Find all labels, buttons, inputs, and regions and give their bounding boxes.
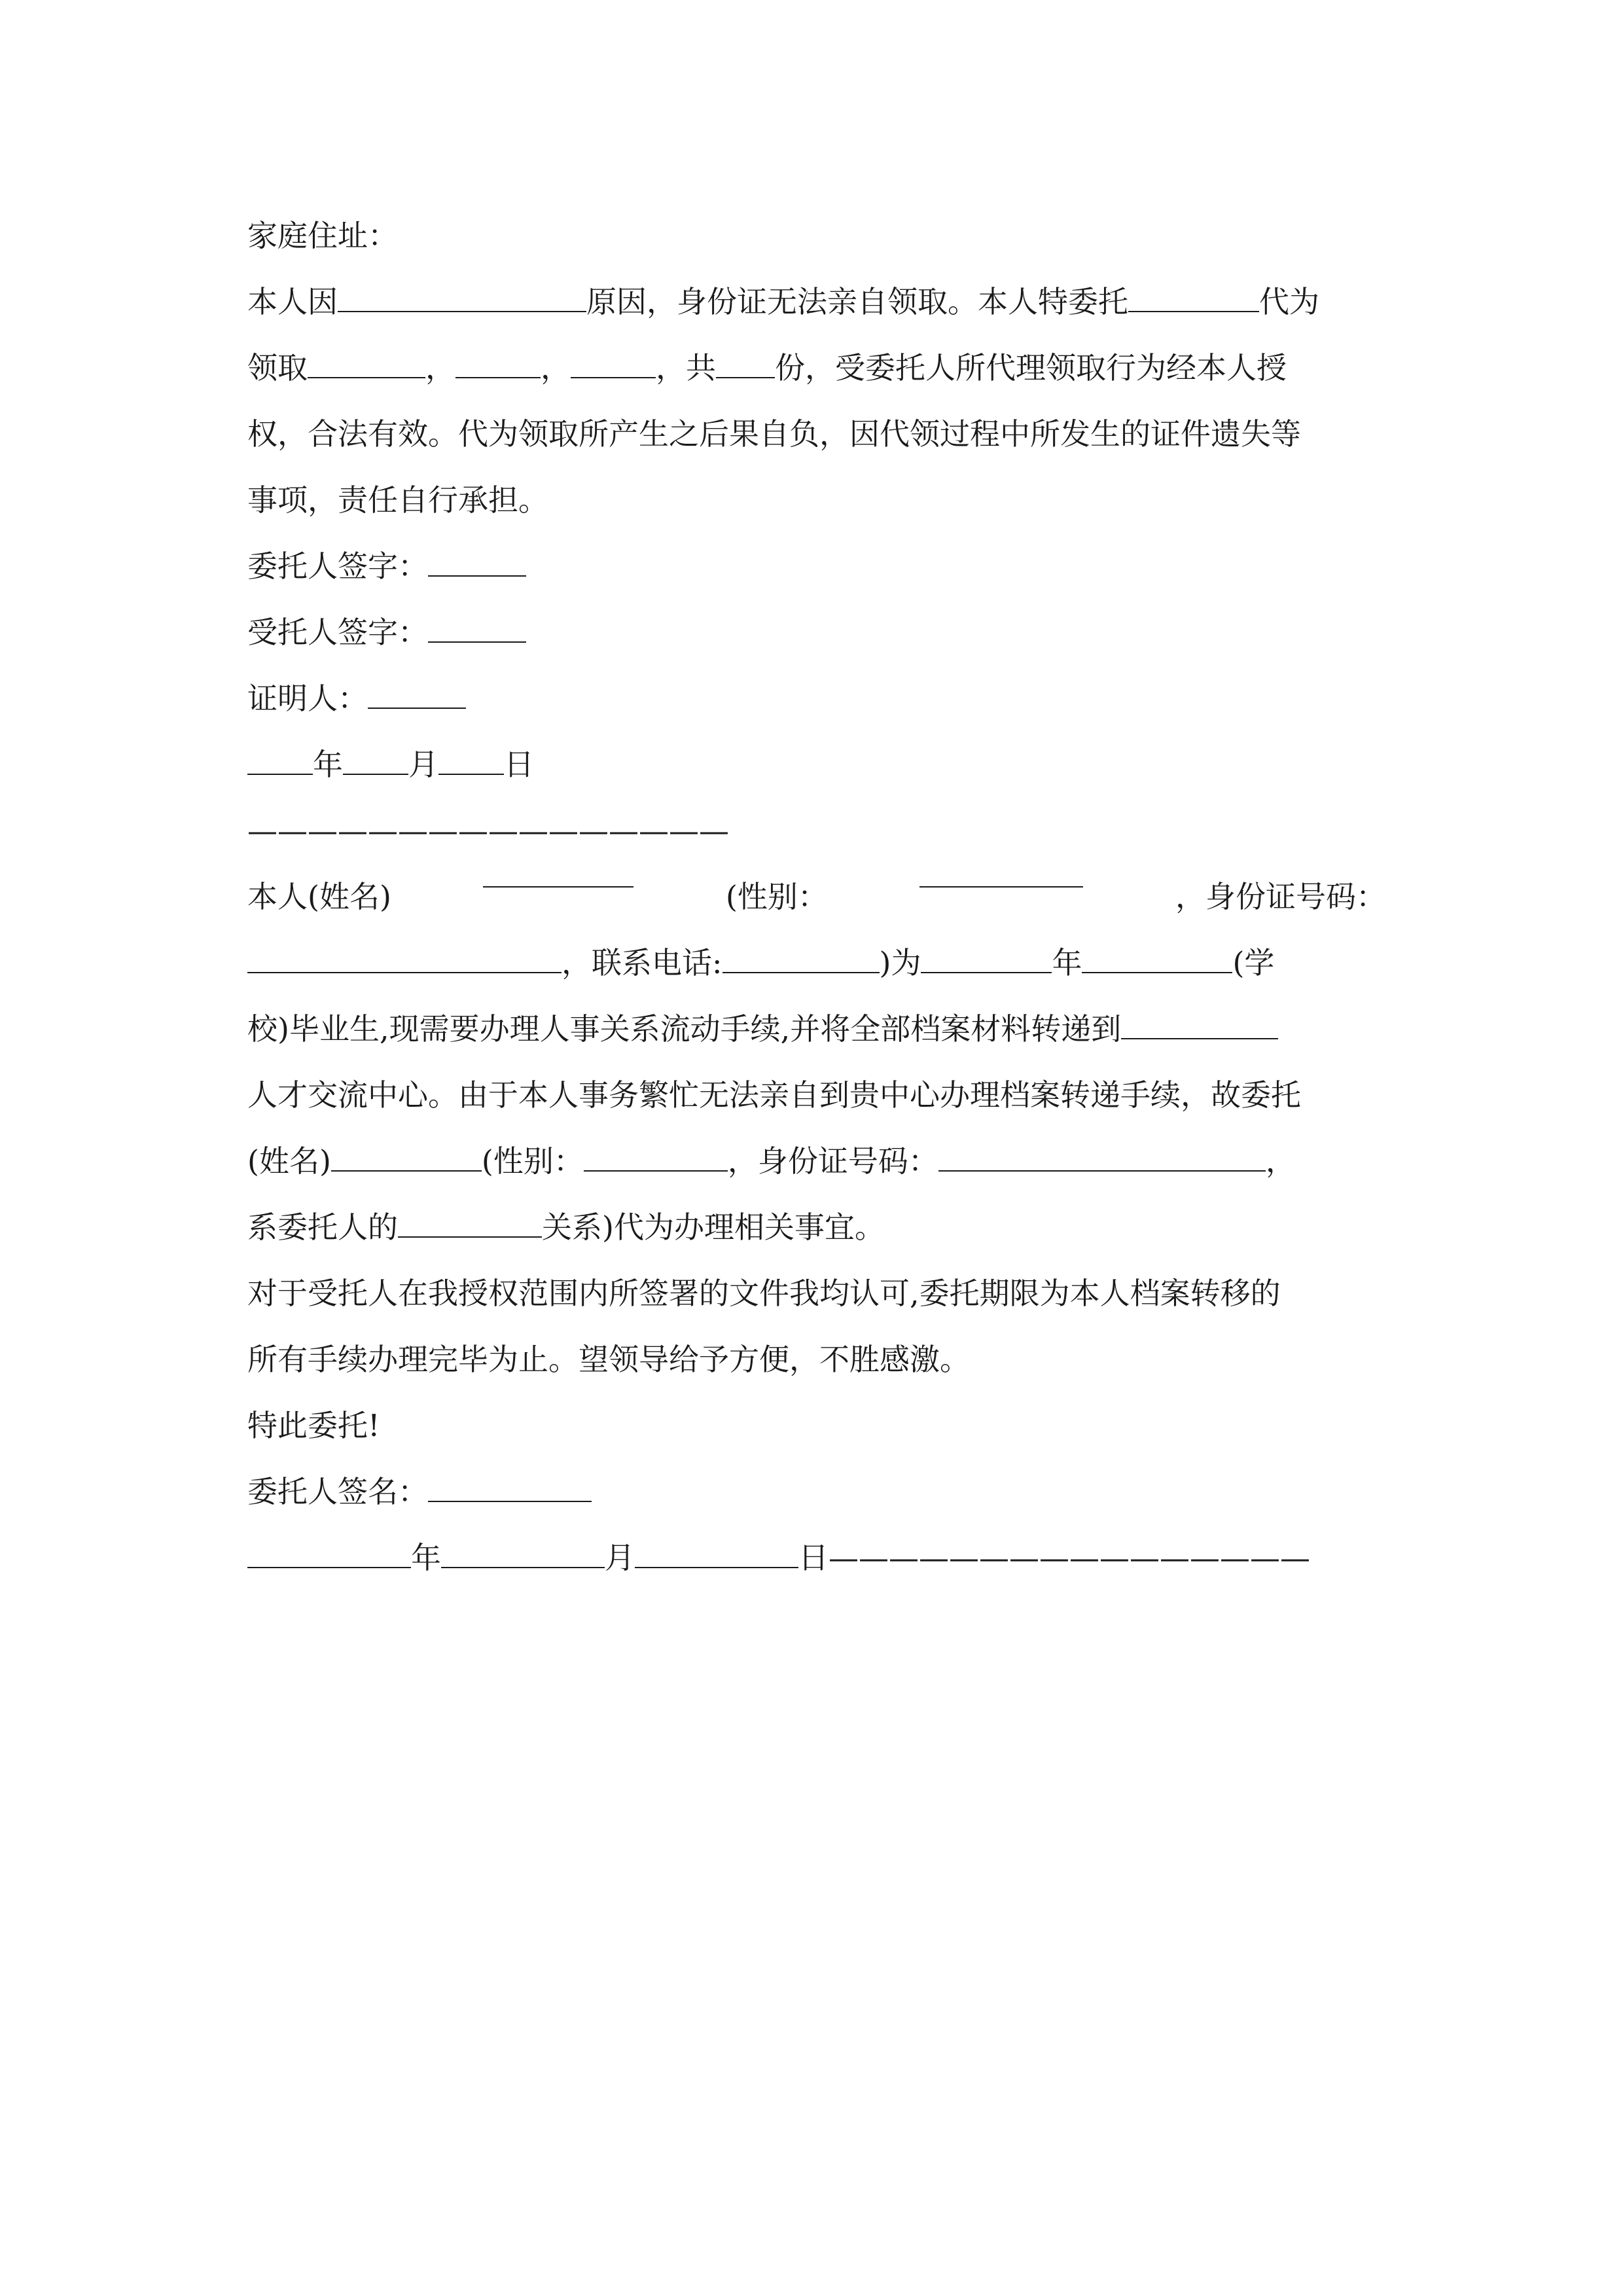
blank-field[interactable] [1082, 950, 1232, 973]
text: 原因，身份证无法亲自领取。本人特委托 [586, 284, 1128, 319]
blank-field[interactable] [247, 950, 562, 973]
blank-field[interactable] [247, 751, 313, 775]
paragraph-line [247, 335, 1386, 401]
text: 年 [1052, 945, 1082, 980]
blank-field[interactable] [938, 1148, 1266, 1172]
signature-line [247, 533, 1386, 600]
blank-field[interactable] [919, 864, 1083, 888]
text: (性别： [725, 879, 828, 914]
text: 本人(姓名) [247, 879, 391, 914]
blank-field[interactable] [331, 1148, 482, 1172]
text: 权，合法有效。代为领取所产生之后果自负，因代领过程中所发生的证件遗失等 [247, 416, 1301, 452]
paragraph-line [247, 1194, 1386, 1261]
blank-field[interactable] [343, 751, 408, 775]
blank-field[interactable] [308, 355, 425, 378]
paragraph-line [247, 401, 1386, 467]
text: 人才交流中心。由于本人事务繁忙无法亲自到贵中心办理档案转递手续，故委托 [247, 1077, 1301, 1113]
text: ，身份证号码： [727, 1143, 938, 1179]
blank-field[interactable] [441, 1545, 605, 1568]
text: 系委托人的 [247, 1210, 398, 1245]
paragraph-line [247, 1128, 1386, 1194]
text: 证明人： [247, 681, 368, 716]
signature-line [247, 1459, 1386, 1525]
blank-field[interactable] [1128, 289, 1259, 312]
paragraph-line [247, 996, 1386, 1062]
text: ， [541, 350, 571, 386]
date-line [247, 1525, 1386, 1591]
text: (学 [1232, 945, 1275, 980]
blank-field[interactable] [921, 950, 1052, 973]
paragraph-line [247, 930, 1386, 996]
text: 委托人签字： [247, 548, 428, 584]
blank-field[interactable] [455, 355, 541, 378]
text: ———————————————— [247, 813, 729, 848]
text: 年 [313, 747, 343, 782]
blank-field[interactable] [722, 950, 880, 973]
blank-field[interactable] [428, 619, 526, 643]
signature-line [247, 666, 1386, 732]
signature-line [247, 600, 1386, 666]
blank-field[interactable] [428, 553, 526, 577]
text: 年 [411, 1540, 441, 1575]
blank-field[interactable] [338, 289, 586, 312]
text: 家庭住址： [247, 218, 398, 253]
text: 月 [408, 747, 438, 782]
text: 委托人签名： [247, 1474, 428, 1509]
paragraph-line [247, 1261, 1386, 1327]
blank-field[interactable] [438, 751, 504, 775]
text: ， [1265, 1143, 1296, 1179]
blank-field[interactable] [571, 355, 656, 378]
text: ，联系电话: [562, 945, 722, 980]
text: ，身份证号码： [1175, 879, 1386, 914]
text: ，共 [656, 350, 716, 386]
text: 份，受委托人所代理领取行为经本人授 [775, 350, 1287, 386]
blank-field[interactable] [584, 1148, 728, 1172]
text: (姓名) [247, 1143, 331, 1179]
paragraph-line [247, 864, 1386, 930]
text: 受托人签字： [247, 615, 428, 650]
text: 代为 [1259, 284, 1319, 319]
text: 校)毕业生,现需要办理人事关系流动手续,并将全部档案材料转递到 [247, 1011, 1122, 1047]
blank-field[interactable] [483, 864, 633, 888]
paragraph-line [247, 1062, 1386, 1128]
text: 本人因 [247, 284, 338, 319]
text: 关系)代为办理相关事宜。 [542, 1210, 885, 1245]
blank-field[interactable] [428, 1479, 592, 1502]
paragraph-line [247, 269, 1386, 335]
text: 事项，责任自行承担。 [247, 482, 548, 518]
text: 日———————————————— [798, 1540, 1310, 1575]
blank-field[interactable] [635, 1545, 798, 1568]
text: (性别： [481, 1143, 584, 1179]
text: 对于受托人在我授权范围内所签署的文件我均认可,委托期限为本人档案转移的 [247, 1276, 1281, 1311]
blank-field[interactable] [716, 355, 775, 378]
address-line [247, 203, 1386, 269]
blank-field[interactable] [247, 1545, 411, 1568]
text: )为 [879, 945, 921, 980]
separator-line [247, 798, 1386, 864]
blank-field[interactable] [1121, 1016, 1278, 1039]
text: 所有手续办理完毕为止。望领导给予方便，不胜感激。 [247, 1342, 970, 1377]
blank-field[interactable] [368, 685, 466, 709]
paragraph-line [247, 1393, 1386, 1459]
paragraph-line [247, 467, 1386, 533]
document-page [247, 203, 1386, 1591]
text: 日 [504, 747, 534, 782]
date-line [247, 732, 1386, 798]
blank-field[interactable] [398, 1214, 542, 1238]
text: 特此委托! [247, 1408, 380, 1443]
text: ， [425, 350, 455, 386]
paragraph-line [247, 1327, 1386, 1393]
text: 月 [605, 1540, 635, 1575]
text: 领取 [247, 350, 308, 386]
